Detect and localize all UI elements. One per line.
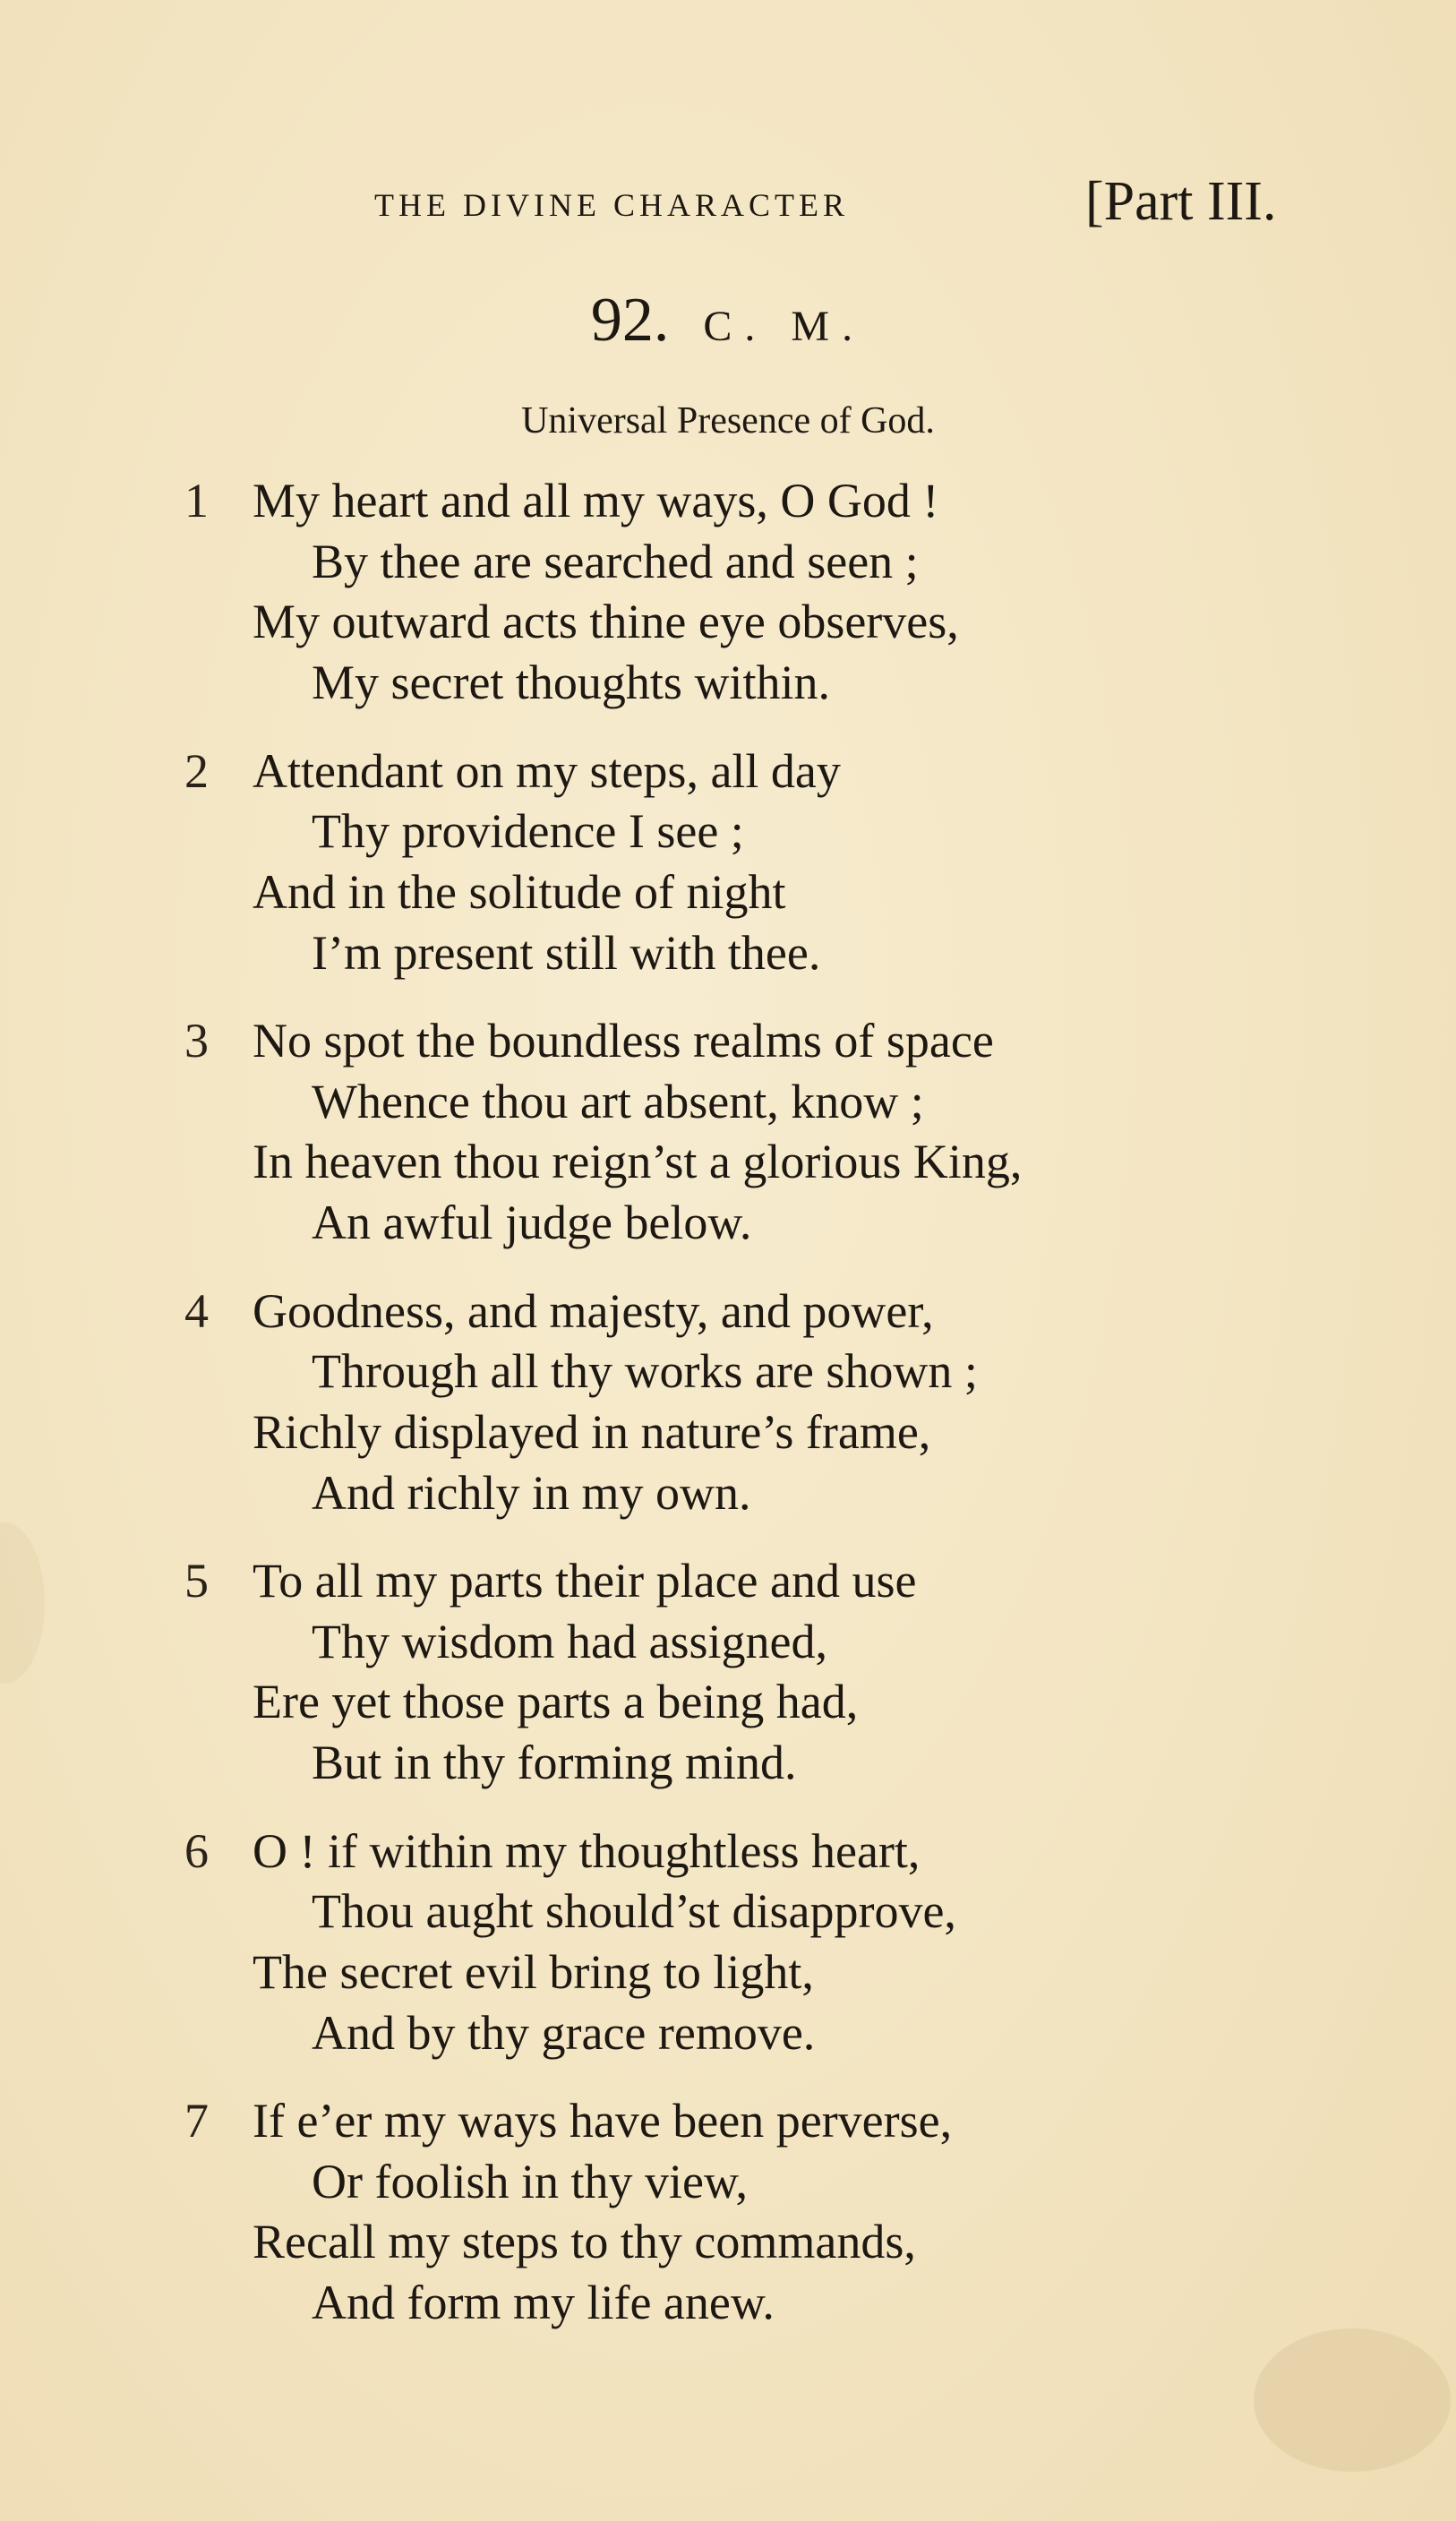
stanza-number: 5 [184, 1554, 209, 1608]
stanza [0, 1822, 1456, 2064]
hymn-subtitle: Universal Presence of God. [521, 400, 935, 442]
stanza [0, 2091, 1456, 2334]
stanza-number: 2 [184, 743, 209, 798]
verse-line: And richly in my own. [312, 1465, 751, 1520]
verse-line: Through all thy works are shown ; [312, 1344, 978, 1399]
verse-line: I’m present still with thee. [312, 925, 821, 980]
verse-line: But in thy forming mind. [312, 1736, 797, 1790]
verse-line: By thee are searched and seen ; [312, 534, 919, 588]
verse-line: Goodness, and majesty, and power, [253, 1283, 934, 1338]
verse-line: And in the solitude of night [253, 864, 786, 919]
stanza [0, 1551, 1456, 1794]
running-head [0, 171, 1456, 242]
verse-line: And form my life anew. [312, 2276, 775, 2330]
stanza-number: 4 [184, 1283, 209, 1338]
stanza-number: 6 [184, 1823, 209, 1878]
verse-line: Thou aught should’st disapprove, [312, 1884, 956, 1939]
verse-line: Whence thou art absent, know ; [312, 1074, 924, 1128]
hymn-meter: C. M. [703, 303, 866, 350]
stanza [0, 1282, 1456, 1524]
stanza-number: 3 [184, 1014, 209, 1068]
stanza [0, 471, 1456, 714]
verse-line: Attendant on my steps, all day [253, 743, 841, 798]
verse-line: To all my parts their place and use [253, 1554, 917, 1608]
stanza-number: 7 [184, 2094, 209, 2148]
verse-line: An awful judge below. [312, 1196, 752, 1250]
verse-line: Or foolish in thy view, [312, 2154, 748, 2208]
verse-line: My secret thoughts within. [312, 656, 830, 710]
running-title: THE DIVINE CHARACTER [374, 187, 849, 223]
verse-line: The secret evil bring to light, [253, 1944, 814, 1999]
verse-line: Thy providence I see ; [312, 804, 744, 859]
verse-line: Ere yet those parts a being had, [253, 1675, 859, 1729]
stanza [0, 742, 1456, 984]
hymn-number: 92. [590, 286, 670, 355]
verse-line: No spot the boundless realms of space [253, 1014, 994, 1068]
hymn-body [0, 471, 1456, 2362]
verse-line: O ! if within my thoughtless heart, [253, 1823, 921, 1878]
verse-line: And by thy grace remove. [312, 2005, 816, 2060]
verse-line: If e’er my ways have been perverse, [253, 2094, 953, 2148]
verse-line: Richly displayed in nature’s frame, [253, 1404, 931, 1459]
verse-line: In heaven thou reign’st a glorious King, [253, 1135, 1023, 1189]
part-label: [Part III. [1085, 171, 1277, 232]
verse-line: My outward acts thine eye observes, [253, 595, 959, 649]
verse-line: Thy wisdom had assigned, [312, 1614, 827, 1668]
stanza-number: 1 [184, 474, 209, 527]
hymn-heading [0, 285, 1456, 356]
verse-line: My heart and all my ways, O God ! [253, 474, 939, 527]
verse-line: Recall my steps to thy commands, [253, 2215, 916, 2269]
stanza [0, 1011, 1456, 1254]
